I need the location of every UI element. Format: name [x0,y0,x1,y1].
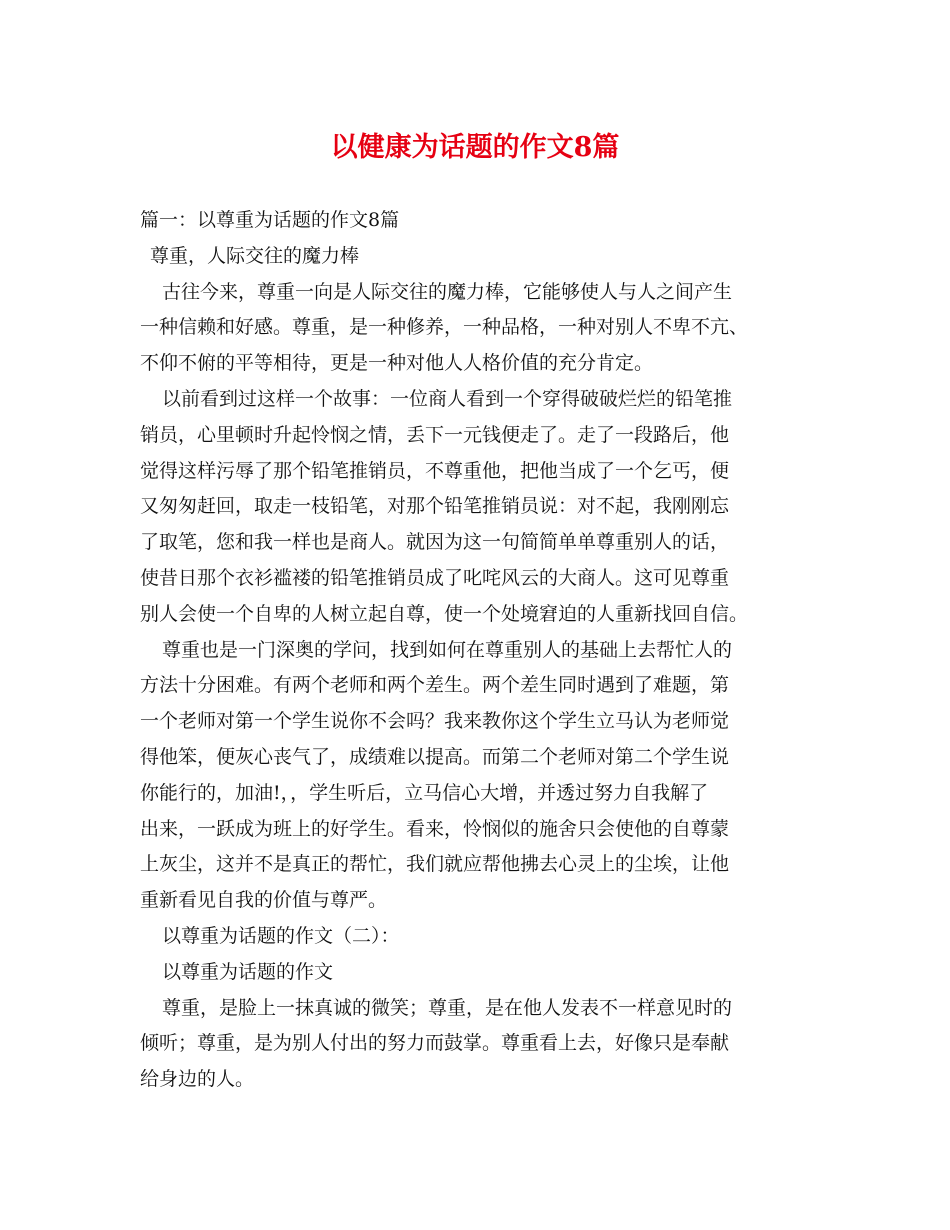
text-line: 使昔日那个衣衫褴褛的铅笔推销员成了叱咤风云的大商人。这可见尊重 [140,566,730,589]
text-line: 倾听；尊重，是为别人付出的努力而鼓掌。尊重看上去，好像只是奉献 [140,1032,730,1055]
text-line: 上灰尘，这并不是真正的帮忙，我们就应帮他拂去心灵上的尘埃，让他 [140,853,730,876]
text-line: 得他笨，便灰心丧气了，成绩难以提高。而第二个老师对第二个学生说 [140,745,730,768]
text-line: 篇一：以尊重为话题的作文8篇 [140,209,400,231]
text-line: 尊重也是一门深奥的学问，找到如何在尊重别人的基础上去帮忙人的 [162,638,733,661]
text-line: 方法十分困难。有两个老师和两个差生。两个差生同时遇到了难题，第 [140,674,730,697]
text-line: 出来，一跃成为班上的好学生。看来，怜悯似的施舍只会使他的自尊蒙 [140,817,730,840]
text-line: 给身边的人。 [140,1068,255,1091]
text-line: 尊重，是脸上一抹真诚的微笑；尊重，是在他人发表不一样意见时的 [162,996,733,1019]
text-line: 以尊重为话题的作文 [162,960,334,983]
document-title: 以健康为话题的作文8篇 [330,132,620,163]
text-line: 销员，心里顿时升起怜悯之情，丢下一元钱便走了。走了一段路后，他 [140,423,730,446]
text-line: 觉得这样污辱了那个铅笔推销员，不尊重他，把他当成了一个乞丐，便 [140,459,730,482]
text-line: 了取笔，您和我一样也是商人。就因为这一句简简单单尊重别人的话， [140,531,730,554]
text-line: 又匆匆赶回，取走一枝铅笔，对那个铅笔推销员说：对不起，我刚刚忘 [140,495,730,518]
text-line: 一种信赖和好感。尊重，是一种修养，一种品格，一种对别人不卑不亢、 [140,316,749,339]
text-line: 你能行的，加油!，，学生听后，立马信心大增，并透过努力自我解了 [140,781,709,804]
document-body [140,203,820,1098]
text-line: 古往今来，尊重一向是人际交往的魔力棒，它能够使人与人之间产生 [162,280,733,303]
text-line: 以尊重为话题的作文（二）： [162,924,400,947]
text-line: 一个老师对第一个学生说你不会吗？我来教你这个学生立马认为老师觉 [140,710,730,733]
text-line: 以前看到过这样一个故事：一位商人看到一个穿得破破烂烂的铅笔推 [162,387,733,410]
text-line: 不仰不俯的平等相待，更是一种对他人人格价值的充分肯定。 [140,352,654,375]
text-line: 别人会使一个自卑的人树立起自尊，使一个处境窘迫的人重新找回自信。 [140,602,749,625]
text-line: 尊重，人际交往的魔力棒 [150,244,360,267]
text-line: 重新看见自我的价值与尊严。 [140,889,388,912]
